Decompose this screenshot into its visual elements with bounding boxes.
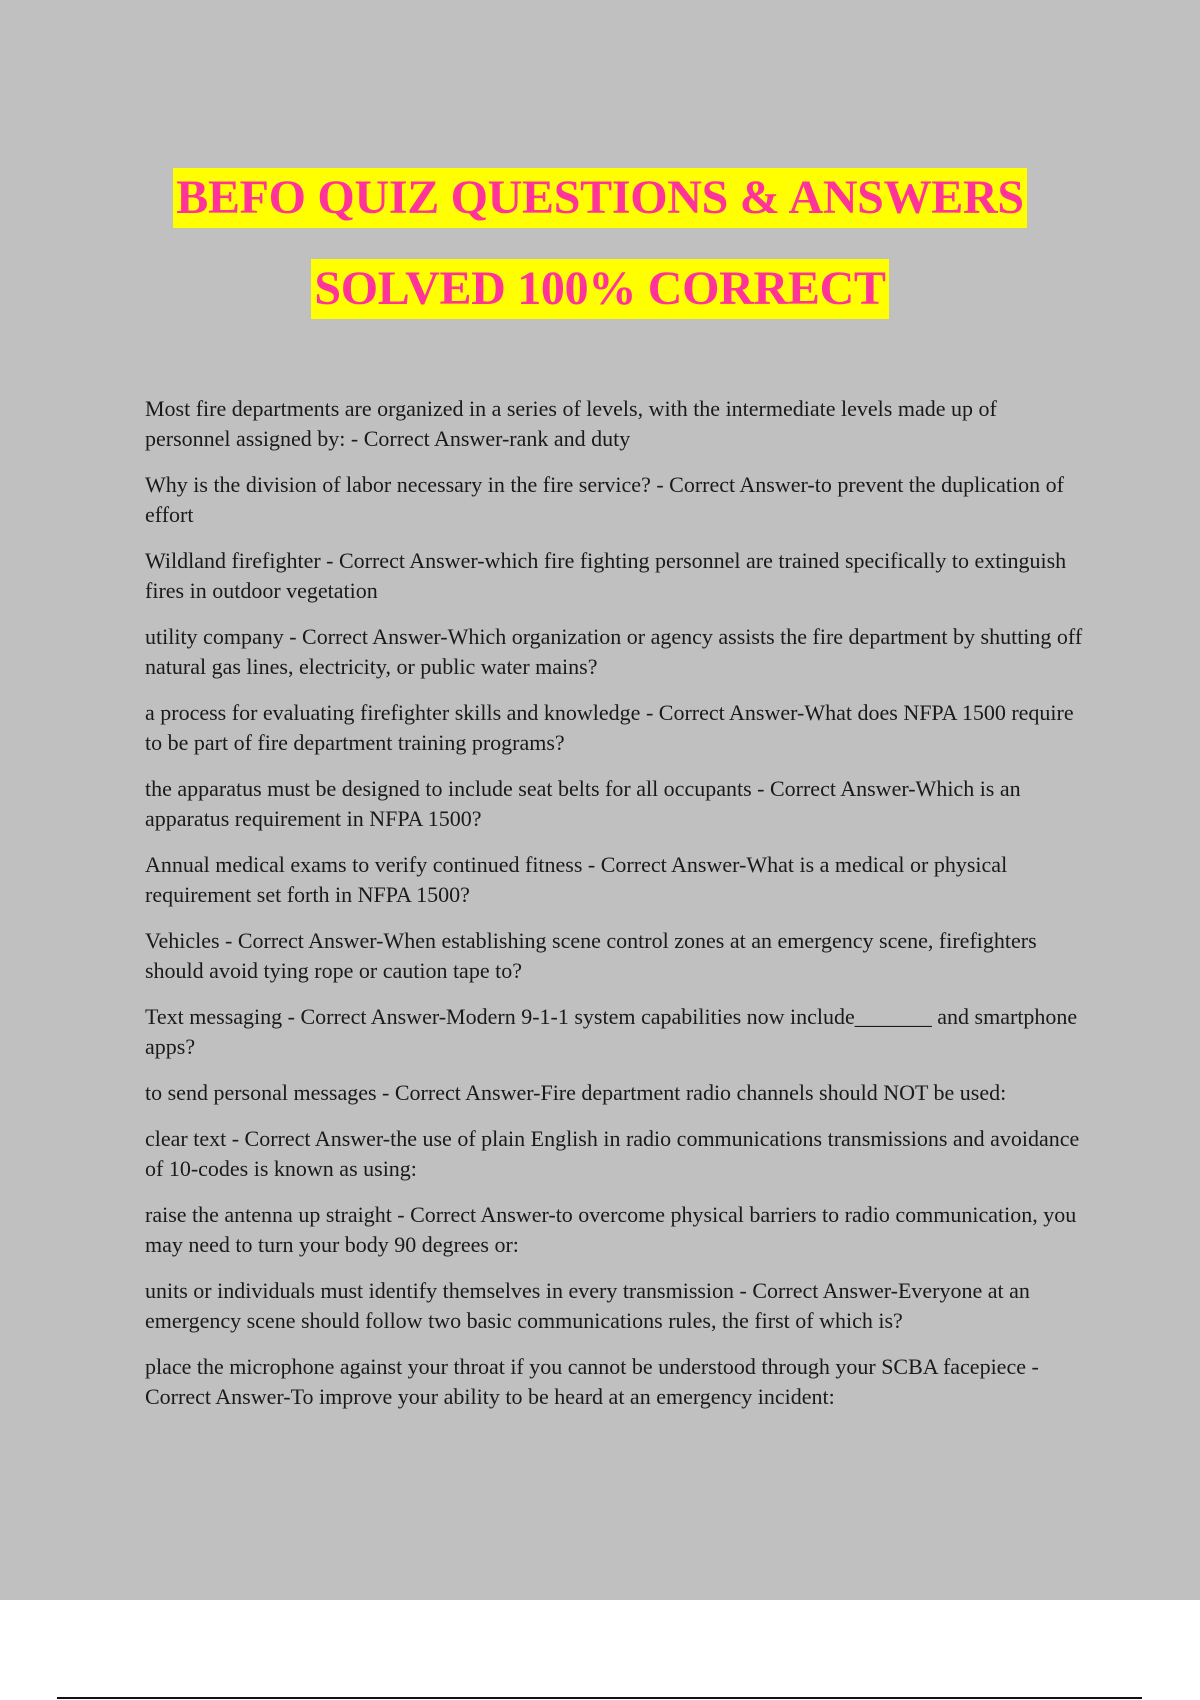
qa-item: Text messaging - Correct Answer-Modern 9-1-1 system capabilities now include_______ and smartphone apps? <box>145 1004 1078 1059</box>
qa-item: a process for evaluating firefighter skills and knowledge - Correct Answer-What does NFPA 1500 require to be part of fire department training programs? <box>145 700 1074 755</box>
qa-item: utility company - Correct Answer-Which organization or agency assists the fire department by shutting off natural gas lines, electricity, or public water mains? <box>145 624 1083 679</box>
qa-item: the apparatus must be designed to include seat belts for all occupants - Correct Answer-Which is an apparatus requirement in NFPA 1500? <box>145 776 1021 831</box>
qa-item: Vehicles - Correct Answer-When establishing scene control zones at an emergency scene, firefighters should avoid tying rope or caution tape to? <box>145 928 1037 983</box>
document-title <box>0 168 1200 350</box>
qa-item: Why is the division of labor necessary in the fire service? - Correct Answer-to prevent the duplication of effort <box>145 472 1064 527</box>
qa-item: raise the antenna up straight - Correct Answer-to overcome physical barriers to radio communication, you may need to turn your body 90 degrees or: <box>145 1202 1077 1257</box>
qa-item: to send personal messages - Correct Answer-Fire department radio channels should NOT be used: <box>145 1080 1007 1105</box>
qa-item: place the microphone against your throat if you cannot be understood through your SCBA facepiece - Correct Answer-To improve your ability to be heard at an emergency incident: <box>145 1354 1039 1409</box>
title-line-2: SOLVED 100% CORRECT <box>311 259 888 319</box>
qa-item: Annual medical exams to verify continued fitness - Correct Answer-What is a medical or physical requirement set forth in NFPA 1500? <box>145 852 1008 907</box>
qa-list <box>145 394 1085 1428</box>
footer-divider <box>57 1697 1142 1699</box>
title-line-1: BEFO QUIZ QUESTIONS & ANSWERS <box>173 168 1027 228</box>
qa-item: units or individuals must identify themselves in every transmission - Correct Answer-Everyone at an emergency scene should follow two basic communications rules, the first of which is? <box>145 1278 1030 1333</box>
qa-item: clear text - Correct Answer-the use of plain English in radio communications transmissions and avoidance of 10-codes is known as using: <box>145 1126 1080 1181</box>
qa-item: Most fire departments are organized in a series of levels, with the intermediate levels made up of personnel assigned by: - Correct Answer-rank and duty <box>145 396 997 451</box>
qa-item: Wildland firefighter - Correct Answer-which fire fighting personnel are trained specifically to extinguish fires in outdoor vegetation <box>145 548 1067 603</box>
